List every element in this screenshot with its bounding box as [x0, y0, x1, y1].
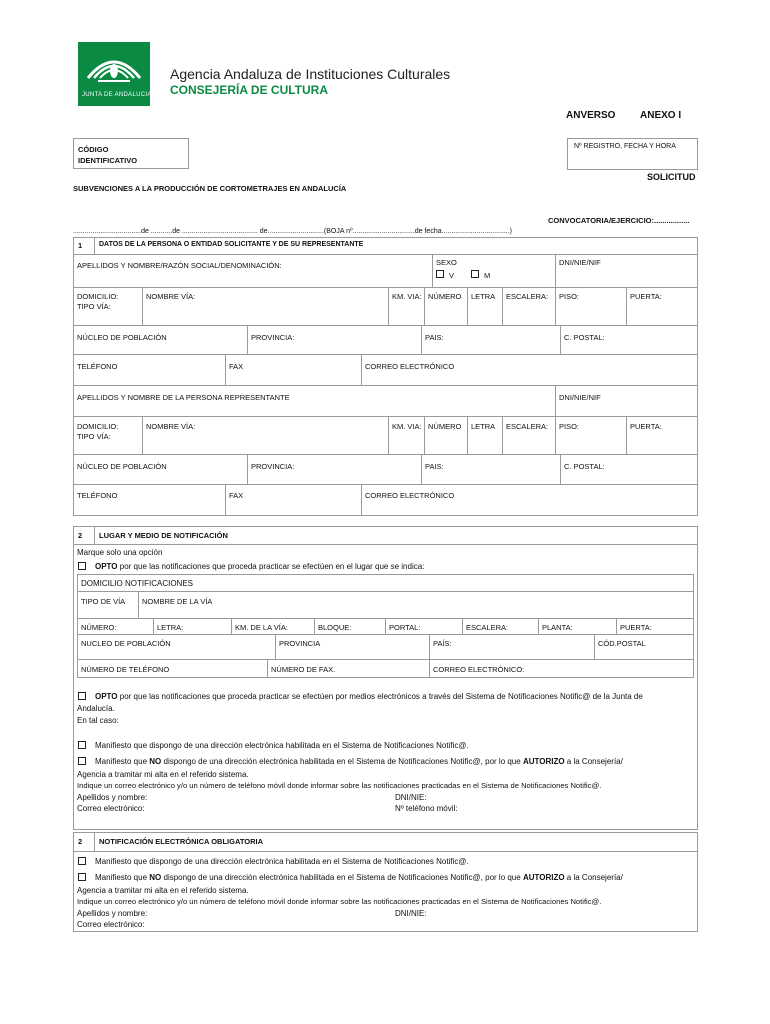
obligatoria-dispongo-checkbox[interactable] [78, 857, 86, 865]
cpostal-rep-label: C. POSTAL: [564, 462, 605, 471]
registro-label: Nº REGISTRO, FECHA Y HORA [574, 143, 676, 150]
ministry-name: CONSEJERÍA DE CULTURA [170, 83, 329, 97]
km-via-notif-label: KM. DE LA VÍA: [235, 623, 288, 632]
correo-electronico-notif: Correo electrónico: [77, 804, 145, 813]
obligatoria-correo-electronico: Correo electrónico: [77, 920, 145, 929]
piso-label: PISO: [559, 292, 580, 301]
nucleo-label: NÚCLEO DE POBLACIÓN [77, 333, 167, 342]
km-via-label: KM. VIA: [392, 292, 422, 301]
anexo-label: ANEXO I [640, 110, 682, 121]
manifiesto-dispongo-text: Manifiesto que dispongo de una dirección electrónica habilitada en el Sistema de Notificaciones Notific@. [95, 741, 469, 750]
apellidos-rep-label: APELLIDOS Y NOMBRE DE LA PERSONA REPRESENTANTE [77, 393, 290, 402]
obligatoria-dni-nie: DNI/NIE: [395, 909, 427, 918]
section1-number: 1 [78, 241, 83, 250]
apellidos-nombre-notif: Apellidos y nombre: [77, 793, 148, 802]
dni-rep-label: DNI/NIE/NIF [559, 393, 601, 402]
telefono-movil-notif: Nº teléfono móvil: [395, 804, 458, 813]
sexo-label: SEXO [436, 258, 457, 267]
telefono-label: TELÉFONO [77, 362, 118, 371]
escalera-notif-label: ESCALERA: [466, 623, 509, 632]
section3-number: 2 [78, 837, 83, 846]
provincia-rep-label: PROVINCIA: [251, 462, 295, 471]
opto-electronico-text: OPTO por que las notificaciones que proceda practicar se efectúen por medios electrónicos a través del Sistema de Notificaciones Notific@ de la Junta de [95, 692, 643, 701]
sexo-m-checkbox[interactable] [471, 270, 479, 278]
tipo-via-rep-label: TIPO VÍA: [77, 432, 111, 441]
manifiesto-dispongo-checkbox[interactable] [78, 741, 86, 749]
portal-notif-label: PORTAL: [389, 623, 421, 632]
sexo-m-label: M [484, 271, 491, 280]
nucleo-notif-label: NUCLEO DE POBLACIÓN [81, 639, 171, 648]
pais-rep-label: PAIS: [425, 462, 444, 471]
letra-rep-label: LETRA [471, 422, 496, 431]
obligatoria-no-dispongo-checkbox[interactable] [78, 873, 86, 881]
bloque-notif-label: BLOQUE: [318, 623, 352, 632]
sexo-v-checkbox[interactable] [436, 270, 444, 278]
num-tel-notif-label: NÚMERO DE TELÉFONO [81, 665, 170, 674]
tipo-via-notif-label: TIPO DE VÍA [81, 597, 126, 606]
escalera-label: ESCALERA: [506, 292, 549, 301]
piso-rep-label: PISO: [559, 422, 580, 431]
section3-box [73, 832, 698, 932]
nombre-via-label: NOMBRE VÍA: [146, 292, 196, 301]
manifiesto-no-dispongo-checkbox[interactable] [78, 757, 86, 765]
apellidos-label: APELLIDOS Y NOMBRE/RAZÓN SOCIAL/DENOMINACIÓN: [77, 261, 282, 270]
anverso-label: ANVERSO [566, 110, 616, 121]
letra-label: LETRA [471, 292, 496, 301]
codigo-label-2: IDENTIFICATIVO [78, 156, 138, 165]
codigo-label-1: CÓDIGO [78, 145, 109, 154]
manifiesto-no-dispongo-text: Manifiesto que NO dispongo de una dirección electrónica habilitada en el Sistema de Notificaciones Notific@, por lo que AUTORIZO a la Consejería/ [95, 757, 623, 766]
puerta-notif-label: PUERTA: [620, 623, 652, 632]
solicitud-label: SOLICITUD [647, 172, 696, 182]
en-tal-caso-text: En tal caso: [77, 716, 119, 725]
dni-label: DNI/NIE/NIF [559, 258, 601, 267]
cod-postal-notif-label: CÓD.POSTAL [598, 639, 646, 648]
nucleo-rep-label: NÚCLEO DE POBLACIÓN [77, 462, 167, 471]
indique-text: Indique un correo electrónico y/o un número de teléfono móvil donde informar sobre las notificaciones practicadas en el Sistema de Notificaciones Notific@. [77, 781, 602, 790]
pais-notif-label: PAÍS: [433, 639, 452, 648]
obligatoria-dispongo-text: Manifiesto que dispongo de una dirección electrónica habilitada en el Sistema de Notificaciones Notific@. [95, 857, 469, 866]
opto-lugar-text: OPTO por que las notificaciones que proceda practicar se efectúen en el lugar que se indica: [95, 562, 425, 571]
provincia-label: PROVINCIA: [251, 333, 295, 342]
dni-nie-notif: DNI/NIE: [395, 793, 427, 802]
section1-box [73, 237, 698, 516]
logo-text: JUNTA DE ANDALUCIA [82, 92, 152, 98]
section2-title: LUGAR Y MEDIO DE NOTIFICACIÓN [99, 531, 228, 540]
junta-emblem-icon [78, 44, 150, 90]
numero-rep-label: NÚMERO [428, 422, 462, 431]
puerta-label: PUERTA: [630, 292, 662, 301]
boja-line: ...................................de ...........de ....................................... de.............................(BOJA nº................................de fecha...................................) [73, 228, 513, 235]
domicilio-rep-label: DOMICILIO: [77, 422, 119, 431]
section3-title: NOTIFICACIÓN ELECTRÓNICA OBLIGATORIA [99, 837, 264, 846]
planta-notif-label: PLANTA: [542, 623, 573, 632]
agencia-text: Agencia a tramitar mi alta en el referido sistema. [77, 770, 249, 779]
numero-notif-label: NÚMERO: [81, 623, 117, 632]
domicilio-label: DOMICILIO: [77, 292, 119, 301]
subvenciones-title: SUBVENCIONES A LA PRODUCCIÓN DE CORTOMETRAJES EN ANDALUCÍA [73, 184, 347, 193]
fax-rep-label: FAX [229, 491, 244, 500]
cpostal-label: C. POSTAL: [564, 333, 605, 342]
correo-notif-label: CORREO ELECTRÓNICO: [433, 665, 525, 674]
escalera-rep-label: ESCALERA: [506, 422, 549, 431]
nombre-via-notif-label: NOMBRE DE LA VÍA [142, 597, 213, 606]
letra-notif-label: LETRA: [157, 623, 184, 632]
agency-name: Agencia Andaluza de Instituciones Culturales [170, 66, 451, 82]
obligatoria-agencia-text: Agencia a tramitar mi alta en el referido sistema. [77, 886, 249, 895]
convocatoria-label: CONVOCATORIA/EJERCICIO:................. [548, 216, 690, 225]
section1-title: DATOS DE LA PERSONA O ENTIDAD SOLICITANTE Y DE SU REPRESENTANTE [99, 241, 364, 248]
tipo-via-label: TIPO VÍA: [77, 302, 111, 311]
num-fax-notif-label: NÚMERO DE FAX. [271, 665, 336, 674]
correo-rep-label: CORREO ELECTRÓNICO [365, 491, 455, 500]
km-via-rep-label: KM. VIA: [392, 422, 422, 431]
obligatoria-indique-text: Indique un correo electrónico y/o un número de teléfono móvil donde informar sobre las notificaciones practicadas en el Sistema de Notificaciones Notific@. [77, 897, 602, 906]
section2-number: 2 [78, 531, 83, 540]
sexo-v-label: V [449, 271, 455, 280]
andalucia-text: Andalucía. [77, 704, 115, 713]
nombre-via-rep-label: NOMBRE VÍA: [146, 422, 196, 431]
opto-lugar-checkbox[interactable] [78, 562, 86, 570]
numero-label: NÚMERO [428, 292, 462, 301]
puerta-rep-label: PUERTA: [630, 422, 662, 431]
domicilio-notif-label: DOMICILIO NOTIFICACIONES [81, 579, 194, 588]
marque-text: Marque solo una opción [77, 548, 163, 557]
obligatoria-apellidos-nombre: Apellidos y nombre: [77, 909, 148, 918]
correo-label: CORREO ELECTRÓNICO [365, 362, 455, 371]
junta-logo [78, 42, 150, 106]
telefono-rep-label: TELÉFONO [77, 491, 118, 500]
fax-label: FAX [229, 362, 244, 371]
provincia-notif-label: PROVINCIA [279, 639, 321, 648]
pais-label: PAIS: [425, 333, 444, 342]
obligatoria-no-dispongo-text: Manifiesto que NO dispongo de una dirección electrónica habilitada en el Sistema de Notificaciones Notific@, por lo que AUTORIZO a la Consejería/ [95, 873, 623, 882]
opto-electronico-checkbox[interactable] [78, 692, 86, 700]
